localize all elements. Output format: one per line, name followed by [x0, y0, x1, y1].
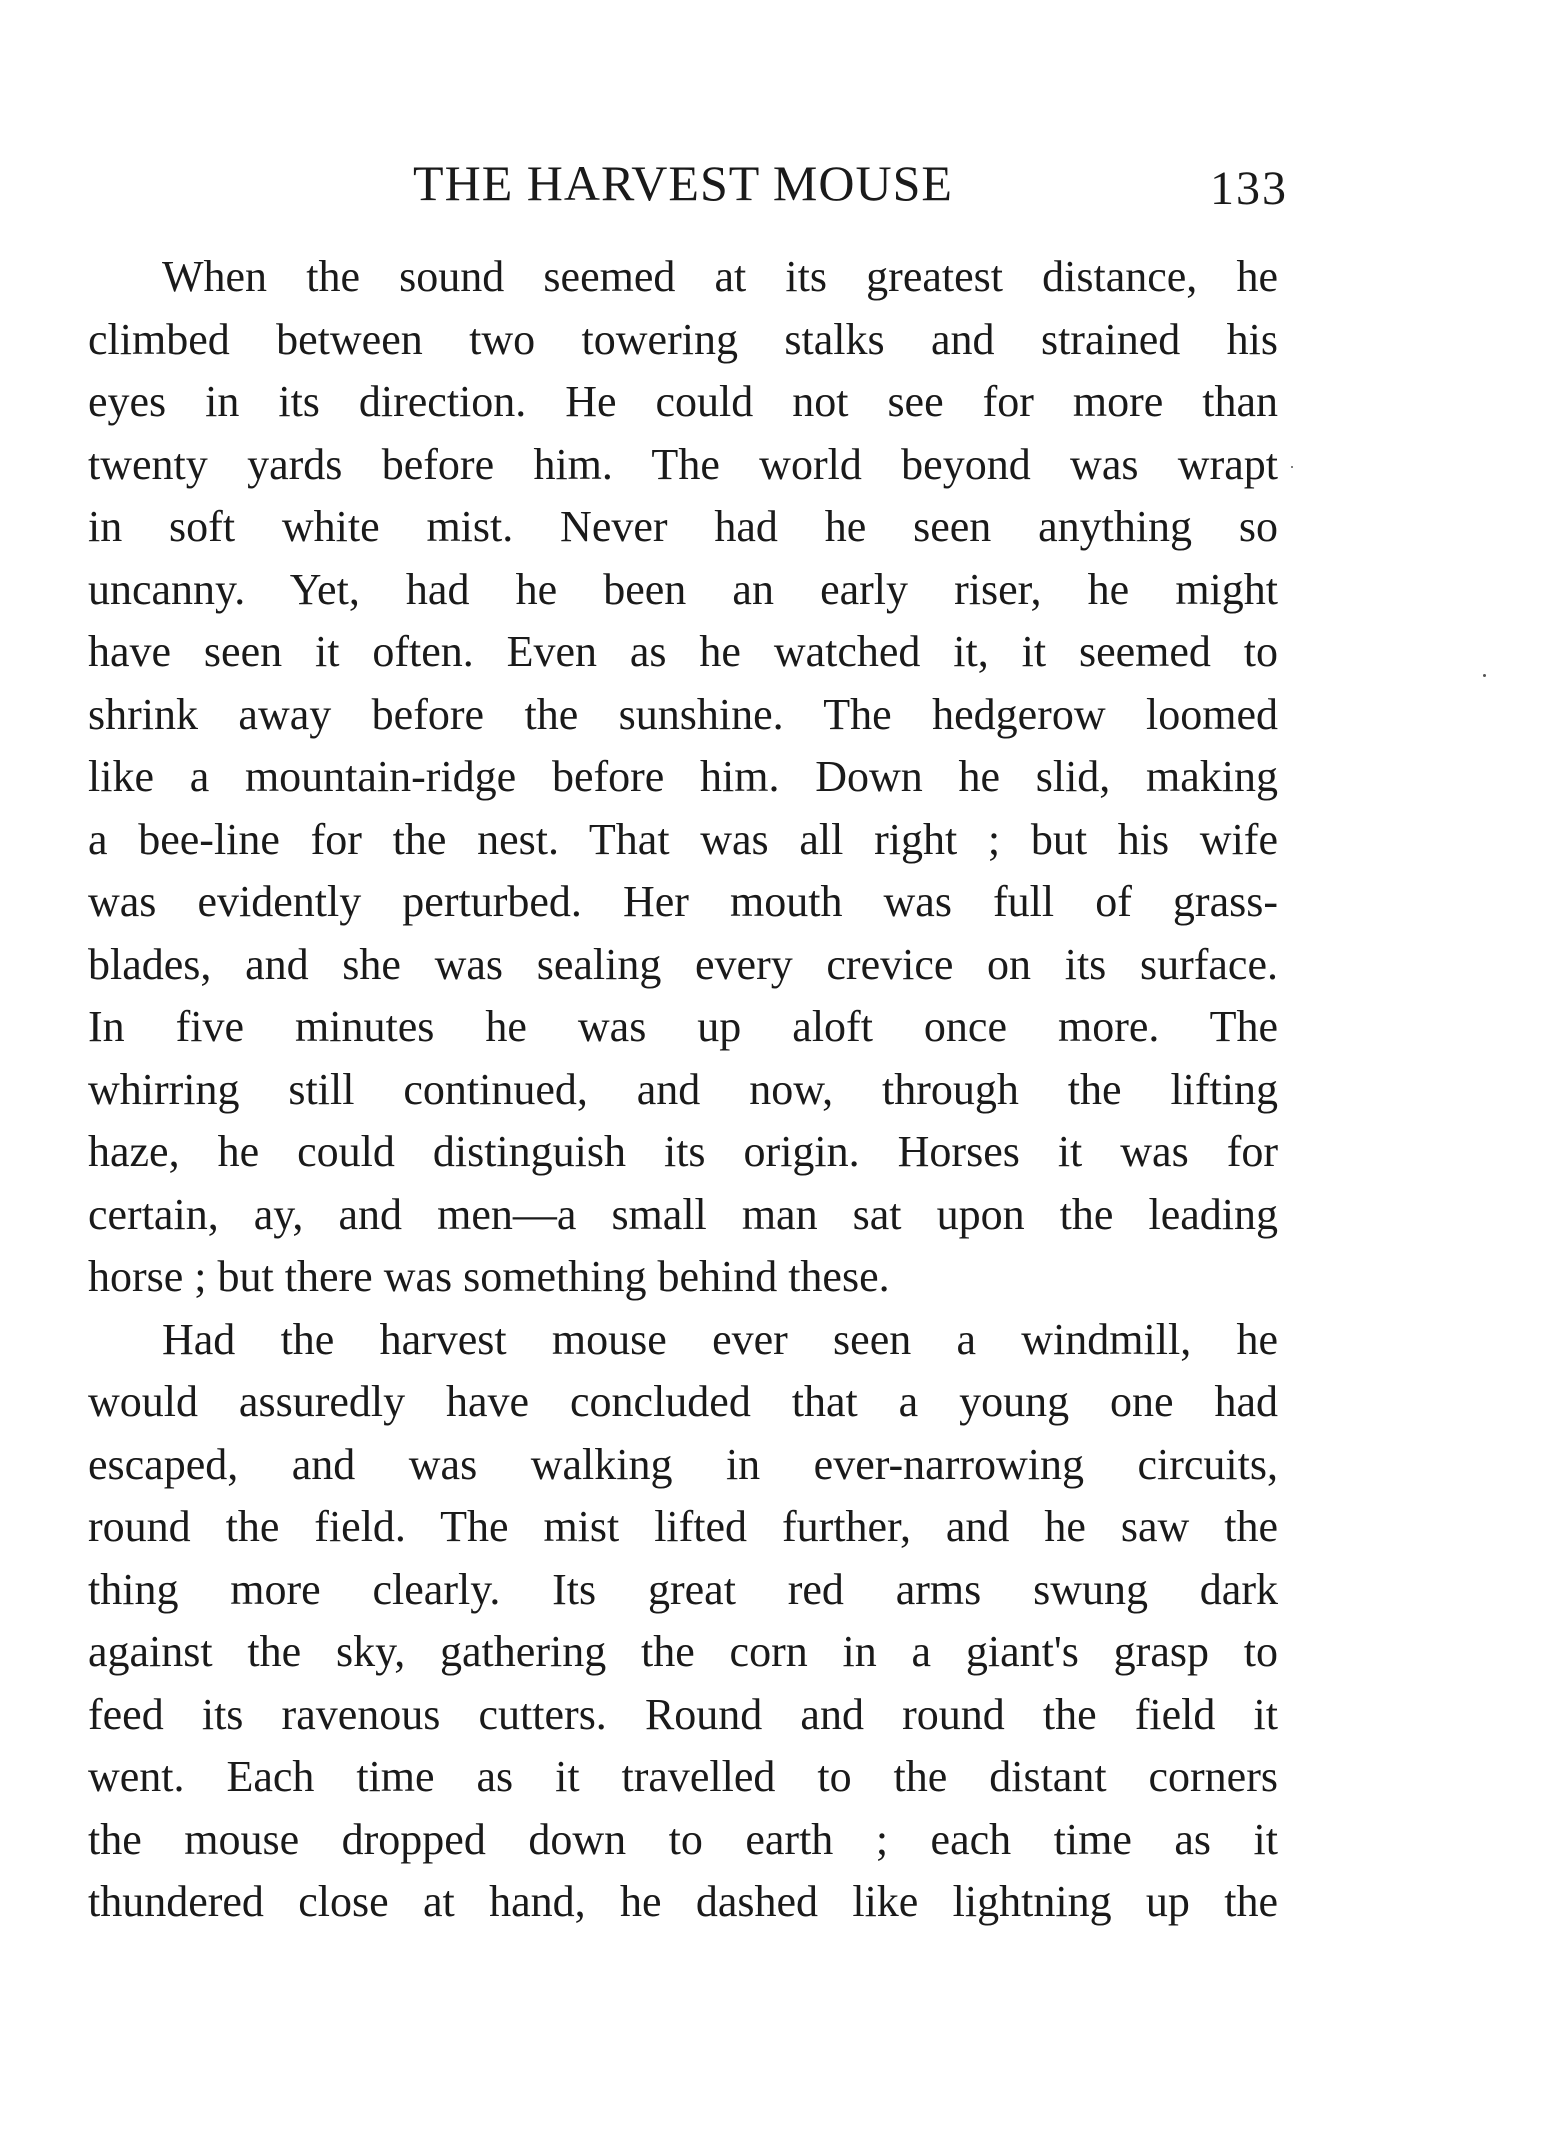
page-number: 133	[1210, 162, 1288, 215]
text-line: whirring still continued, and now, through the lifting	[88, 1064, 1278, 1114]
text-line: When the sound seemed at its greatest distance, he	[162, 252, 1278, 301]
text-line: thundered close at hand, he dashed like lightning up the	[88, 1877, 1278, 1926]
text-line: a bee-line for the nest. That was all right ; but his wife	[88, 814, 1278, 864]
text-line: shrink away before the sunshine. The hedgerow loomed	[88, 689, 1278, 739]
body-text	[88, 246, 1278, 1934]
text-line: have seen it often. Even as he watched it, it seemed to	[88, 627, 1278, 676]
text-line: went. Each time as it travelled to the distant corners	[88, 1752, 1278, 1801]
text-line: blades, and she was sealing every crevice on its surface.	[88, 939, 1278, 989]
print-speck	[1483, 674, 1486, 677]
text-line: escaped, and was walking in ever-narrowing circuits,	[88, 1439, 1278, 1489]
text-line: against the sky, gathering the corn in a giant's grasp to	[88, 1627, 1278, 1676]
print-speck	[1291, 466, 1293, 468]
text-line: haze, he could distinguish its origin. Horses it was for	[88, 1127, 1278, 1176]
text-line: in soft white mist. Never had he seen anything so	[88, 502, 1278, 551]
text-line: was evidently perturbed. Her mouth was full of grass-	[88, 877, 1278, 926]
text-line: thing more clearly. Its great red arms swung dark	[88, 1564, 1278, 1614]
text-line: Had the harvest mouse ever seen a windmill, he	[162, 1314, 1278, 1364]
text-line: would assuredly have concluded that a young one had	[88, 1377, 1278, 1426]
text-line: In five minutes he was up aloft once more. The	[88, 1002, 1278, 1051]
text-line: climbed between two towering stalks and strained his	[88, 314, 1278, 364]
text-line: eyes in its direction. He could not see for more than	[88, 377, 1278, 426]
text-line: certain, ay, and men—a small man sat upon the leading	[88, 1189, 1278, 1239]
text-line: twenty yards before him. The world beyond was wrapt	[88, 439, 1278, 489]
text-line: the mouse dropped down to earth ; each time as it	[88, 1814, 1278, 1864]
text-line: round the field. The mist lifted further, and he saw the	[88, 1502, 1278, 1551]
running-head: THE HARVEST MOUSE	[413, 155, 953, 211]
page-header	[88, 148, 1288, 218]
text-line: like a mountain-ridge before him. Down he slid, making	[88, 752, 1278, 801]
text-line: feed its ravenous cutters. Round and round the field it	[88, 1689, 1278, 1739]
text-line: uncanny. Yet, had he been an early riser, he might	[88, 564, 1278, 614]
text-line: horse ; but there was something behind these.	[88, 1252, 890, 1301]
